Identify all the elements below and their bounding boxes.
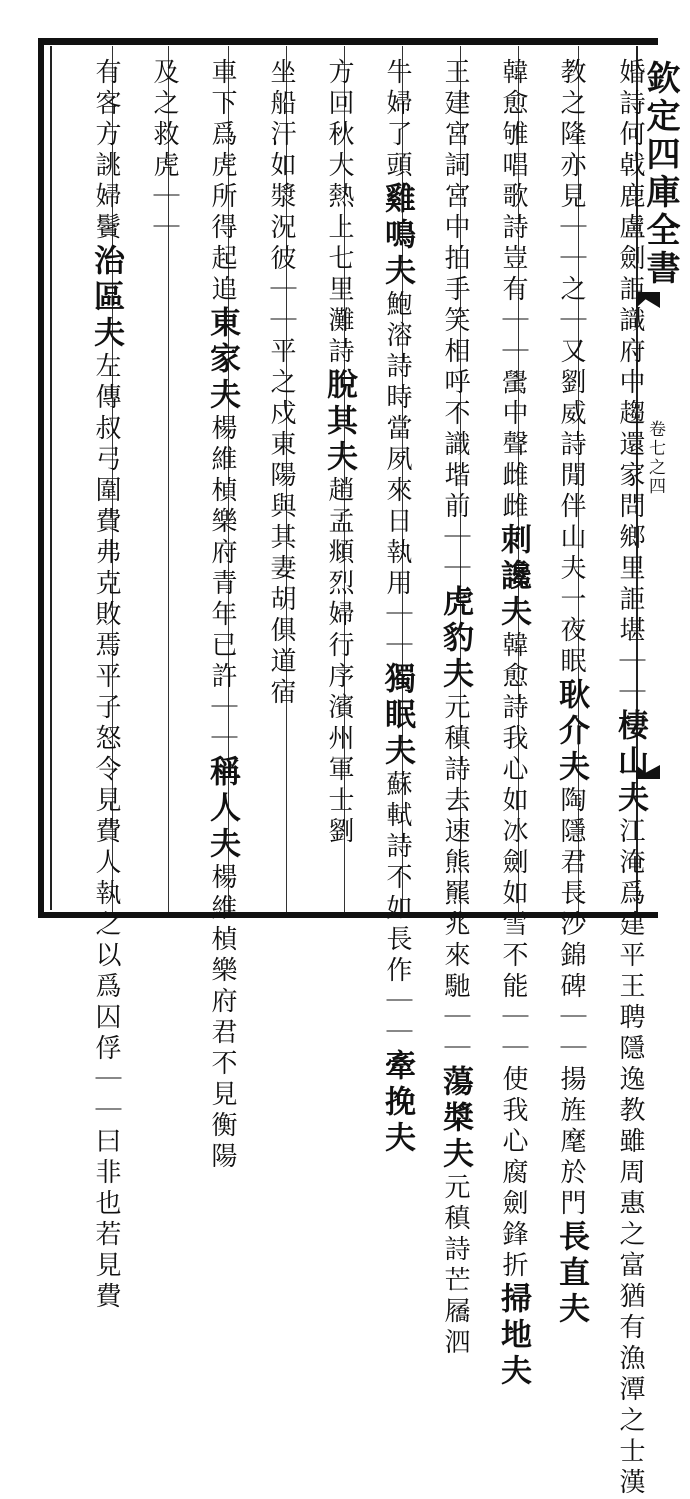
column-text: 楊維楨樂府青年已許｜｜: [207, 414, 237, 755]
column-text: 教之隆亦見｜｜之｜又劉威詩閒伴山夫一夜眠: [556, 58, 586, 678]
column-text: 元稹詩去速熊羆兆來馳｜｜: [440, 693, 470, 1065]
headword: 棲山夫: [612, 709, 648, 817]
column-text: 及之救虎｜｜: [149, 58, 179, 244]
headword: 掃地夫: [495, 1282, 531, 1390]
headword: 稱人夫: [204, 755, 240, 863]
column-text: 江淹爲建平王聘隱逸教雖周惠之富猶有漁潭之士漢: [615, 817, 645, 1499]
headword: 雞鳴夫: [379, 182, 415, 290]
column-text: 陶隱君長沙錦碑｜｜揚旌麾於門: [556, 786, 586, 1220]
column-text: 韓愈雊唱歌詩豈有｜｜𥝊中聲雌雌: [498, 58, 528, 523]
column-text: 楊維楨樂府君不見衡陽: [207, 863, 237, 1173]
column-text: 王建宮詞宮中拍手笑相呼不識堦前｜｜: [440, 58, 470, 585]
headword: 治區夫: [88, 244, 124, 352]
text-column-6: [289, 58, 355, 908]
text-column-7: [231, 58, 297, 908]
text-column-5: [347, 58, 415, 1157]
book-title: 欽定四庫全書: [640, 60, 680, 288]
frame-left-border: [38, 38, 44, 918]
headword: 耿介夫: [553, 678, 589, 786]
column-text: 坐船汗如漿況彼｜｜: [266, 58, 296, 337]
frame-top-border: [38, 38, 658, 45]
headword: 東家夫: [204, 306, 240, 414]
column-text: 車下爲虎所得起追: [207, 58, 237, 306]
headword: 脫其夫: [321, 368, 357, 476]
column-text: 元稹詩芒屩泗: [440, 1173, 470, 1359]
frame-inner-left-border: [50, 46, 52, 910]
headword: 長直夫: [553, 1220, 589, 1328]
headword: 獨眠夫: [379, 662, 415, 770]
column-text: 婚詩何㦸鹿盧劍詎識府中趨還家問鄉里詎堪｜｜: [615, 58, 645, 709]
text-column-8: [172, 58, 240, 1173]
column-text: 蘇軾詩不如長作｜｜: [382, 770, 412, 1049]
headword: 刺讒夫: [495, 523, 531, 631]
column-text: 趙孟頫烈婦行序濱州軍士劉: [324, 476, 354, 848]
text-column-1: [580, 58, 648, 1499]
column-text: 牛婦了頭: [382, 58, 412, 182]
headword: 牽挽夫: [379, 1049, 415, 1157]
text-column-3: [463, 58, 531, 1390]
column-text: 方回秋大熱上七里灘詩: [324, 58, 354, 368]
column-text: 平之戍東陽與其妻胡俱道宿: [266, 337, 296, 709]
volume-label: 卷七之四: [645, 420, 665, 496]
text-column-2: [521, 58, 589, 1328]
text-column-10: [56, 58, 124, 1313]
column-text: 鮑溶詩時當夙來日執用｜｜: [382, 290, 412, 662]
column-text: 韓愈詩我心如冰劍如雪不能｜｜使我心腐劍鋒折: [498, 631, 528, 1282]
text-column-9: [114, 58, 180, 908]
column-text: 有客方誂婦鬢: [91, 58, 121, 244]
column-text: 左傳叔弓圍費弗克敗焉平子怒令見費人執之以爲囚俘｜｜曰非也若見費: [91, 352, 121, 1313]
headword: 蕩槳夫: [437, 1065, 473, 1173]
headword: 虎豹夫: [437, 585, 473, 693]
